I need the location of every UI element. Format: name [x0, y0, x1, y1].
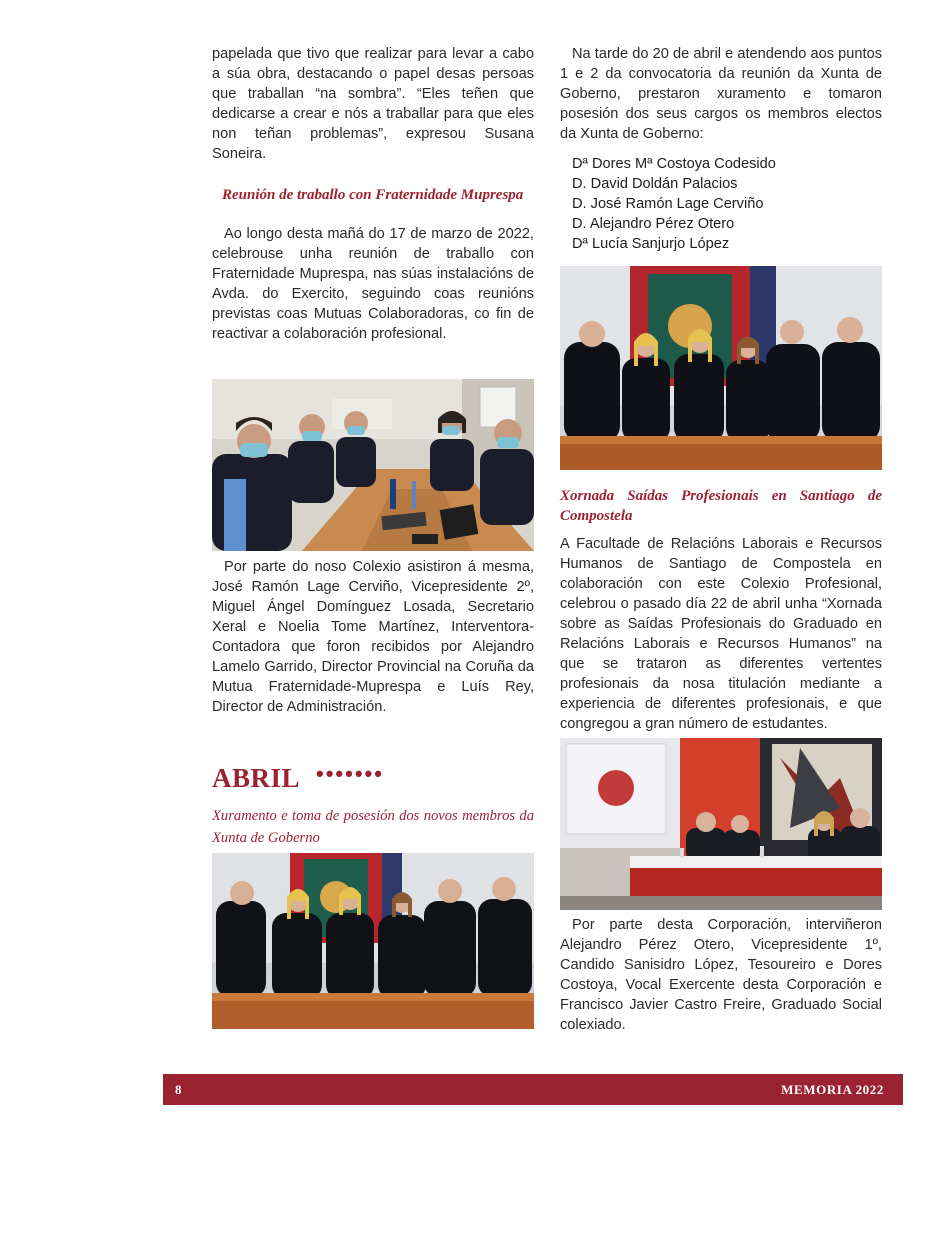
- page-number: 8: [175, 1082, 182, 1097]
- list-item: D. José Ramón Lage Cerviño: [572, 196, 764, 212]
- month-dots: •••••••: [316, 761, 384, 786]
- list-item: Dª Dores Mª Costoya Codesido: [572, 156, 776, 172]
- heading-xornada-santiago: Xornada Saídas Profesionais en Santiago de Compostela: [560, 488, 882, 524]
- left-column: [212, 44, 534, 1029]
- right-column: [560, 44, 882, 1035]
- photo-meeting-fraternidade: [212, 379, 534, 551]
- month-header: [212, 763, 534, 793]
- meeting-room-image: [212, 379, 534, 551]
- paragraph-meeting-attendees: Por parte do noso Colexio asistiron á mesma, José Ramón Lage Cerviño, Vicepresidente 2º, Miguel Ángel Domínguez Losada, Secretario Xeral e Noelia Tome Martínez, Interventora-Contadora que foron recibidos por Alejandro Lamelo Garrido, Director Provincial na Coruña da Mutua Fraternidade-Muprespa e Luís Rey, Director de Administración.: [212, 559, 534, 715]
- heading-fraternidade-meeting: Reunión de traballo con Fraternidade Muprespa: [222, 187, 524, 203]
- ceremony-group-image: [212, 853, 534, 1029]
- paragraph-xornada-santiago: A Facultade de Relacións Laborais e Recursos Humanos de Santiago de Compostela en colaboración con este Colexio Profesional, celebrou o pasado día 22 de abril unha “Xornada sobre as Saídas Profesionais do Graduado en Relacións Laborais e Recursos Humanos” na que se trataron as diferentes vertentes profesionais da nosa titulación mediante a experiencia de diferentes profesionais, e que congregou a gran número de estudantes.: [560, 536, 882, 732]
- photo-xornada-panel: [560, 738, 882, 910]
- publication-title: MEMORIA 2022: [781, 1082, 884, 1097]
- photo-oath-ceremony: [212, 853, 534, 1029]
- page-footer: [163, 1074, 903, 1105]
- list-item: D. Alejandro Pérez Otero: [572, 216, 735, 232]
- month-title: ABRIL: [212, 763, 301, 793]
- members-list: [560, 154, 882, 254]
- list-item: Dª Lucía Sanjurjo López: [572, 236, 730, 252]
- paragraph-oath-meeting: Na tarde do 20 de abril e atendendo aos puntos 1 e 2 da convocatoria da reunión da Xunta de Goberno, prestaron xuramento e tomaron posesión dos seus cargos os membros electos da Xunta de Goberno:: [560, 46, 882, 142]
- list-item: D. David Doldán Palacios: [572, 176, 738, 192]
- paragraph-fraternidade-meeting: Ao longo desta mañá do 17 de marzo de 2022, celebrouse unha reunión de traballo con Fraternidade Muprespa, nas súas instalacións de Avda. do Exercito, seguindo coas reunións previstas coas Mutuas Colaboradoras, co fin de reactivar a colaboración profesional.: [212, 226, 534, 342]
- paragraph-xornada-speakers: Por parte desta Corporación, interviñeron Alejandro Pérez Otero, Vicepresidente 1º, Candido Sanisidro López, Tesoureiro e Dores Costoya, Vocal Exercente desta Corporación e Francisco Javier Castro Freire, Graduado Social colexiado.: [560, 917, 882, 1033]
- board-members-image: [560, 266, 882, 470]
- panel-conference-image: [560, 738, 882, 910]
- left-paragraph-continued: papelada que tivo que realizar para levar a cabo a súa obra, destacando o papel desas persoas que traballan “na sombra”. “Eles teñen que dedicarse a crear e nós a traballar para que eles non teñan problemas”, expresou Susana Soneira.: [212, 46, 534, 162]
- heading-oath-ceremony: Xuramento e toma de posesión dos novos membros da Xunta de Goberno: [212, 808, 534, 846]
- photo-board-members: [560, 266, 882, 470]
